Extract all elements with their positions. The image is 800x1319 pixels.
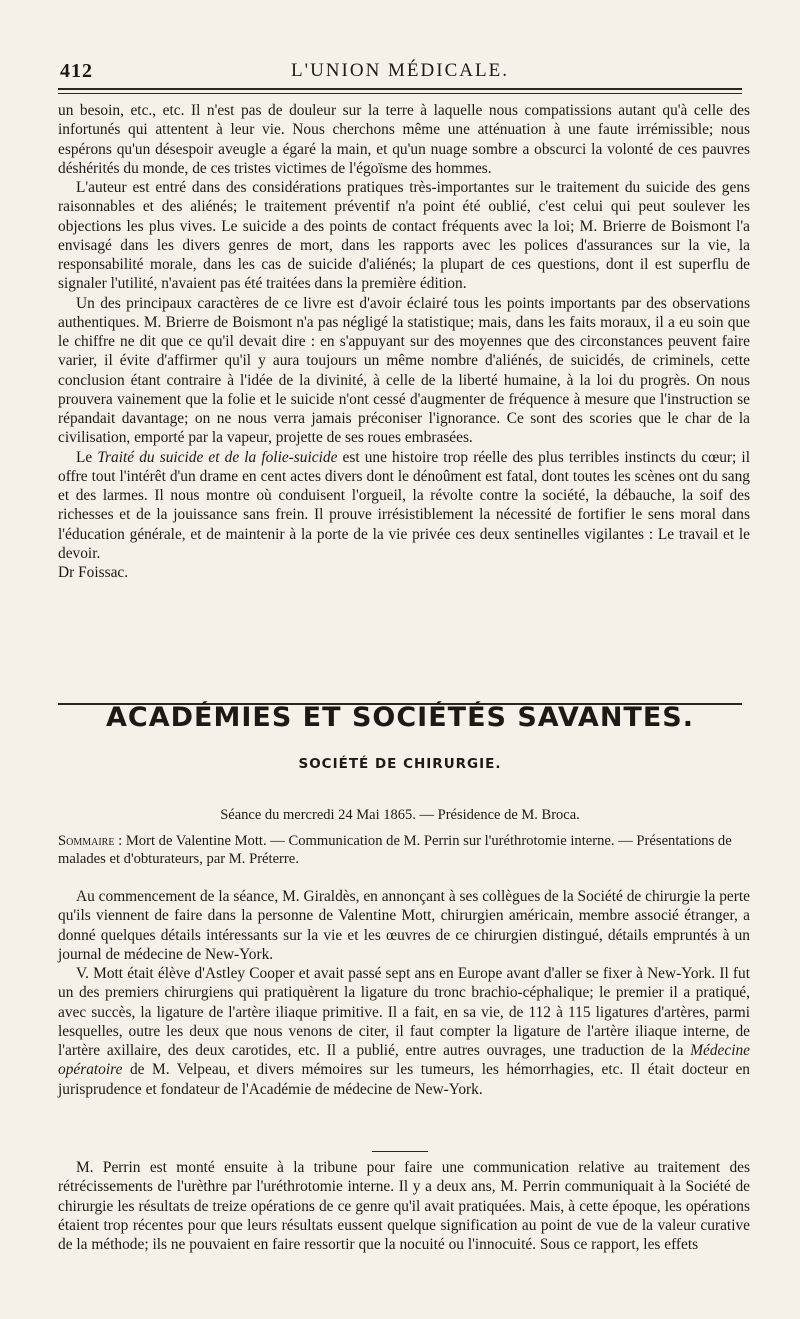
author-signature: Dr Foissac.	[58, 564, 129, 581]
running-title: L'UNION MÉDICALE.	[291, 60, 509, 81]
book-title: Médecine opératoire	[58, 1042, 750, 1079]
page-number: 412	[60, 60, 93, 82]
review-text	[58, 101, 750, 582]
header-rule	[58, 88, 742, 90]
society-report	[58, 887, 750, 1099]
report-paragraph	[58, 964, 750, 1099]
review-paragraph: un besoin, etc., etc. Il n'est pas de douleur sur la terre à laquelle nous compatissions autant qu'à celle des infortunés qui attentent à leur vie. Nous cherchons même une atténuation à une faute irrémissible; nous espérons qu'un désespoir aveugle a égaré la main, et qu'un nuage sombre a obscurci la volonté de ces pauvres déshérités du monde, de ces tristes victimes de l'égoïsme des hommes.	[58, 102, 750, 177]
society-report-continued	[58, 1158, 750, 1254]
report-paragraph: Au commencement de la séance, M. Giraldès, en annonçant à ses collègues de la Société de chirurgie la perte qu'ils viennent de faire dans la personne de Valentine Mott, chirurgien américain, membre associé étranger, a donné quelques détails intéressants sur la vie et les œuvres de ce chirurgien distingué, détails empruntés à un journal de médecine de New-York.	[58, 888, 750, 963]
header-rule-thin	[58, 93, 742, 94]
text-run: est une histoire trop réelle des plus terribles instincts du cœur; il offre tout l'intérêt d'un drame en cent actes divers dont le dénoûment est fatal, dont toutes les scènes ont du sang et des larmes. Il nous montre où conduisent l'orgueil, la révolte contre la société, la débauche, la soif des richesses et de la jouissance sans frein. Il prouve irrésistiblement la nécessité de fortifier le sens moral dans l'éducation générale, et de maintenir à la porte de la vie privée ces deux sentinelles vigilantes : Le travail et le devoir.	[58, 448, 750, 562]
paragraph-divider	[372, 1151, 428, 1152]
text-run: de M. Velpeau, et divers mémoires sur les tumeurs, les hémorrhagies, etc. Il était docteur en jurisprudence et fondateur de l'Académie de médecine de New-York.	[58, 1061, 750, 1098]
session-line: Séance du mercredi 24 Mai 1865. — Présidence de M. Broca.	[220, 807, 580, 823]
book-title: Traité du suicide et de la folie-suicide	[97, 448, 338, 466]
text-run: Le	[76, 448, 98, 466]
review-paragraph: Un des principaux caractères de ce livre est d'avoir éclairé tous les points importants par des observations authentiques. M. Brierre de Boismont n'a pas négligé la statistique; mais, dans les faits moraux, il a eu soin que le chiffre ne dit que ce qu'il devait dire : en s'appuyant sur des moyennes que des circonstances peuvent faire varier, il évite d'affirmer qu'il y aura toujours un même nombre d'aliénés, de suicidés, de criminels, cette conclusion étant contraire à l'idée de la divinité, à celle de la liberté humaine, à la loi du progrès. On nous prouvera vainement que la folie et le suicide n'ont cessé d'augmenter de fréquence à mesure que l'instruction se répandait davantage; on ne nous verra jamais préconiser l'ignorance. Ce sont des scories que le char de la civilisation, emporté par la vapeur, projette de ses roues embrasées.	[58, 294, 750, 447]
text-run: V. Mott était élève d'Astley Cooper et avait passé sept ans en Europe avant d'aller se fixer à New-York. Il fut un des premiers chirurgiens qui pratiquèrent la ligature du tronc brachio-céphalique; le premier il a pratiqué, avec succès, la ligature de l'artère iliaque primitive. Il a fait, en sa vie, de 112 à 115 ligatures d'artères, parmi lesquelles, outre les deux que nous venons de citer, il faut compter la ligature de l'artère iliaque interne, de l'artère axillaire, des deux carotides, etc. Il a publié, entre autres ouvrages, une traduction de la	[58, 965, 750, 1059]
report-paragraph: M. Perrin est monté ensuite à la tribune pour faire une communication relative au traitement des rétrécissements de l'urèthre par l'uréthrotomie interne. Il y a deux ans, M. Perrin communiquait à la Société de chirurgie les résultats de treize opérations de ce genre qu'il avait pratiquées. Mais, à cette époque, les opérations étaient trop récentes pour que leurs résultats eussent quelque signification au point de vue de la valeur curative de la méthode; ils ne pouvaient en faire ressortir que la nocuité ou l'innocuité. Sous ce rapport, les effets	[58, 1159, 750, 1253]
sommaire-text: Mort de Valentine Mott. — Communication de M. Perrin sur l'uréthrotomie interne. — Présentations de malades et d'obturateurs, par M. Préterre.	[58, 833, 732, 867]
sommaire	[58, 832, 750, 868]
review-paragraph: L'auteur est entré dans des considérations pratiques très-importantes sur le traitement du suicide des gens raisonnables et des aliénés; le traitement préventif n'a point été oublié, c'est celui qui peut soulever les objections les plus vives. Le suicide a des points de contact fréquents avec la loi; M. Brierre de Boismont l'a envisagé dans les divers genres de mort, dans les rapports avec les polices d'assurances sur la vie, la responsabilité morale, dans les cas de suicide d'aliénés; la plupart de ces questions, dont il est superflu de signaler l'utilité, n'avaient pas été traitées dans la première édition.	[58, 179, 750, 293]
section-title: ACADÉMIES ET SOCIÉTÉS SAVANTES.	[106, 702, 694, 733]
review-paragraph	[58, 448, 750, 564]
sommaire-label: Sommaire :	[58, 833, 123, 849]
subsection-title: SOCIÉTÉ DE CHIRURGIE.	[298, 756, 502, 772]
page-header	[58, 58, 742, 86]
